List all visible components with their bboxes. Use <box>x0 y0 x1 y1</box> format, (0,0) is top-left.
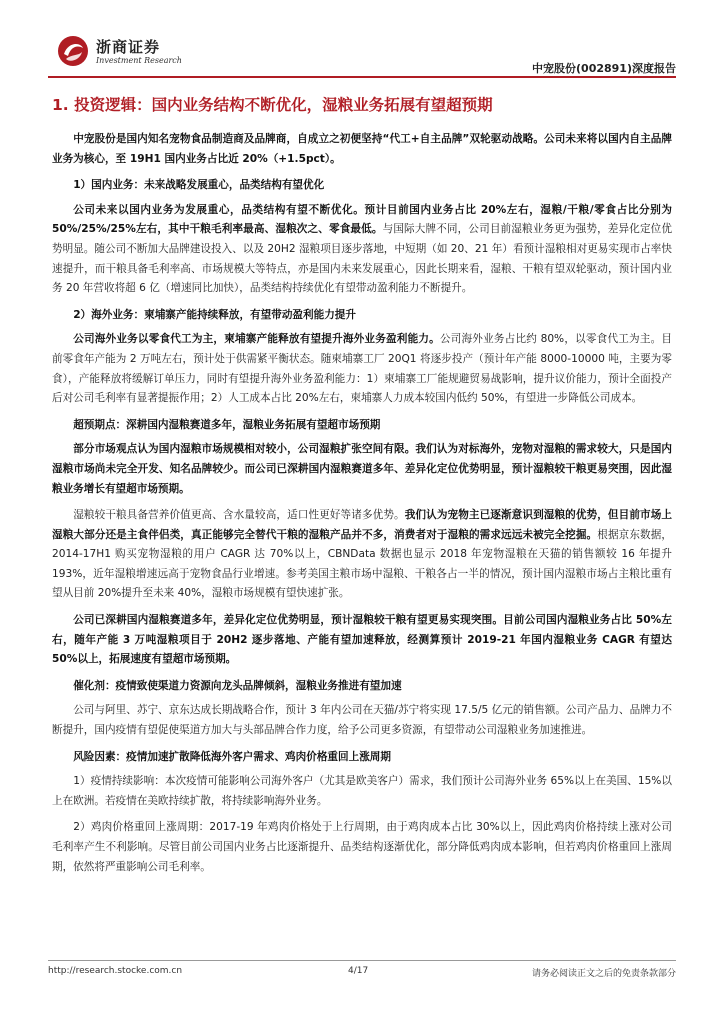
header-divider <box>48 76 676 78</box>
subheading-upside: 超预期点：深耕国内湿粮赛道多年，湿粮业务拓展有望超市场预期 <box>73 418 381 431</box>
logo-text-cn: 浙商证券 <box>96 38 161 56</box>
paragraph-risk-1: 1）疫情持续影响：本次疫情可能影响公司海外客户（尤其是欧美客户）需求，我们预计公司海外业务 65%以上在美国、15%以上在欧洲。若疫情在美欧持续扩散，将持续影响海外业务。 <box>52 775 672 807</box>
logo-text-en: Investment Research <box>96 56 182 65</box>
footer-divider <box>48 960 676 961</box>
paragraph-upside-3: 公司已深耕国内湿粮赛道多年，差异化定位优势明显，预计湿粮较干粮有望更易实现突围。目前公司国内湿粮业务占比 50%左右，随年产能 3 万吨湿粮项目于 20H2 逐步落地、产能有望加速释放，经测算预计 2019-21 年国内湿粮业务 CAGR 有望达 50%以上，拓展速度有望超市场预期。 <box>52 614 672 666</box>
subheading-domestic: 1）国内业务：未来战略发展重心，品类结构有望优化 <box>73 179 325 192</box>
paragraph-catalyst: 公司与阿里、苏宁、京东达成长期战略合作，预计 3 年内公司在天猫/苏宁将实现 17.5/5 亿元的销售额。公司产品力、品牌力不断提升，国内疫情有望促使渠道方加大与头部品牌合作力度，给予公司更多资源，有望带动公司湿粮业务加速推进。 <box>52 704 672 737</box>
report-title: 中宠股份(002891)深度报告 <box>532 62 676 75</box>
subheading-catalyst: 催化剂：疫情致使渠道力资源向龙头品牌倾斜，湿粮业务推进有望加速 <box>73 679 402 692</box>
company-logo-icon <box>56 34 90 68</box>
paragraph-overseas: 公司海外业务以零食代工为主，柬埔寨产能释放有望提升海外业务盈利能力。公司海外业务占比约 80%，以零食代工为主。目前零食年产能为 2 万吨左右，预计处于供需紧平衡状态。随柬埔寨工厂 20Q1 将逐步投产（预计年产能 8000-10000 吨，主要为零食），产能释放将缓解订单压力，同时有望提升海外业务盈利能力：1）柬埔寨工厂能规避贸易战影响，提升议价能力，预计全面投产后对公司毛利率有显著提振作用；2）人工成本占比 20%左右，柬埔寨人力成本较国内低约 50%，有望进一步降低公司成本。 <box>52 333 672 405</box>
paragraph-domestic: 公司未来以国内业务为发展重心，品类结构有望不断优化。预计目前国内业务占比 20%左右，湿粮/干粮/零食占比分别为 50%/25%/25%左右，其中干粮毛利率最高、湿粮次之、零食最低。与国际大牌不同，公司目前湿粮业务更为强势，差异化定位优势明显。随公司不断加大品牌建设投入、以及 20H2 湿粮项目逐步落地，中短期（如 20、21 年）看预计湿粮相对更易实现市占率快速提升，而干粮具备毛利率高、市场规模大等特点，亦是国内未来发展重心，因此长期来看，湿粮、干粮有望双轮驱动，预计国内业务 20 年营收将超 6 亿（增速同比加快），品类结构持续优化有望带动盈利能力不断提升。 <box>52 203 673 295</box>
disclaimer-note: 请务必阅读正文之后的免责条款部分 <box>531 969 676 979</box>
paragraph-upside-1: 部分市场观点认为国内湿粮市场规模相对较小，公司湿粮扩张空间有限。我们认为对标海外，宠物对湿粮的需求较大，只是国内湿粮市场尚未完全开发、知名品牌较少。而公司已深耕国内湿粮赛道多年、差异化定位优势明显，预计湿粮较干粮更易突围，因此湿粮业务增长有望超市场预期。 <box>52 443 672 495</box>
footer-url[interactable]: http://research.stocke.com.cn <box>48 966 183 976</box>
paragraph-intro <box>52 130 672 169</box>
subheading-risk: 风险因素：疫情加速扩散降低海外客户需求、鸡肉价格重回上涨周期 <box>73 750 391 763</box>
page-number: 4/17 <box>348 966 369 976</box>
subheading-overseas: 2）海外业务：柬埔寨产能持续释放，有望带动盈利能力提升 <box>73 308 356 321</box>
page-header <box>48 30 676 80</box>
intro-bold: 中宠股份是国内知名宠物食品制造商及品牌商，自成立之初便坚持“代工+自主品牌”双轮驱动战略。公司未来将以国内自主品牌业务为核心，至 19H1 国内业务占比近 20%（+1.5pct）。 <box>52 133 672 165</box>
paragraph-risk-2: 2）鸡肉价格重回上涨周期：2017-19 年鸡肉价格处于上行周期，由于鸡肉成本占比 30%以上，因此鸡肉价格持续上涨对公司毛利率产生不利影响。尽管目前公司国内业务占比逐渐提升、品类结构逐渐优化，部分降低鸡肉成本影响，但若鸡肉价格重回上涨周期，依然将严重影响公司毛利率。 <box>52 821 672 873</box>
main-content <box>52 94 672 884</box>
paragraph-upside-2: 湿粮较干粮具备营养价值更高、含水量较高，适口性更好等诸多优势。我们认为宠物主已逐渐意识到湿粮的优势，但目前市场上湿粮大部分还是主食伴侣类，真正能够完全替代干粮的湿粮产品并不多，消费者对于湿粮的需求远远未被完全挖掘。根据京东数据，2014-17H1 购买宠物湿粮的用户 CAGR 达 70%以上，CBNData 数据也显示 2018 年宠物湿粮在天猫的销售额较 16 年提升 193%，近年湿粮增速远高于宠物食品行业增速。参考美国主粮市场中湿粮、干粮各占一半的情况，预计国内湿粮市场占主粮比重有望从目前 20%提升至未来 40%，湿粮市场规模有望快速扩张。 <box>52 509 673 600</box>
section-heading: 1. 投资逻辑：国内业务结构不断优化，湿粮业务拓展有望超预期 <box>52 96 493 114</box>
